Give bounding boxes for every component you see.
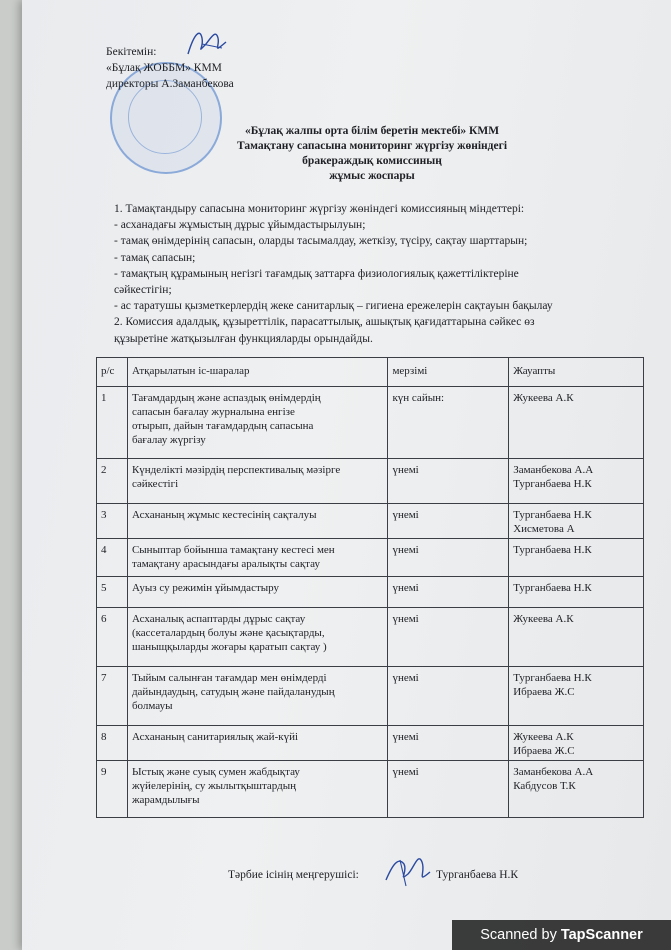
approval-block [106, 44, 234, 92]
row-term: күн сайын: [388, 387, 509, 459]
title-line: Тамақтану сапасына мониторинг жүргізу жөніндегі [236, 140, 508, 152]
row-action: Ыстық және суық сумен жабдықтау жүйелерінің, су жылытқыштардың жарамдылығы [127, 761, 387, 818]
table-row [97, 667, 644, 726]
body-line: - тамақ өнімдерінің сапасын, оларды тасымалдау, жеткізу, түсіру, сақтау шарттарын; [114, 235, 528, 248]
row-responsible: Жукеева А.К Ибраева Ж.С [509, 726, 644, 761]
row-action: Ауыз су режимін ұйымдастыру [127, 577, 387, 608]
row-term: үнемі [388, 667, 509, 726]
document-title [142, 124, 602, 184]
row-term: үнемі [388, 608, 509, 667]
row-responsible: Жукеева А.К [509, 387, 644, 459]
row-action: Тағамдардың және аспаздық өнімдердің сапасын бағалау журналына енгізе отырып, дайын тағамдардың сапасына бағалау жүргізу [127, 387, 387, 459]
row-responsible: Жукеева А.К [509, 608, 644, 667]
row-action: Асхананың санитариялық жай-күйі [127, 726, 387, 761]
row-number: 7 [97, 667, 128, 726]
row-term: үнемі [388, 726, 509, 761]
commission-tasks [114, 201, 644, 347]
document-sheet [22, 0, 671, 950]
table-row [97, 504, 644, 539]
row-responsible: Заманбекова А.А Турганбаева Н.К [509, 459, 644, 504]
table-row [97, 577, 644, 608]
row-responsible: Турганбаева Н.К [509, 577, 644, 608]
row-action: Асханалық аспаптарды дұрыс сақтау (кассеталардың болуы және қасықтарды, шаныщқыларды жоғары қаратып сақтау ) [127, 608, 387, 667]
row-number: 5 [97, 577, 128, 608]
approval-line: директоры А.Заманбекова [106, 78, 234, 90]
approval-line: Бекітемін: [106, 46, 157, 58]
table-header-row [97, 358, 644, 387]
row-term: үнемі [388, 577, 509, 608]
watermark-brand: TapScanner [560, 927, 643, 943]
table-row [97, 761, 644, 818]
table-row [97, 387, 644, 459]
header-responsible: Жауапты [509, 358, 644, 387]
row-term: үнемі [388, 539, 509, 577]
header-action: Атқарылатын іс-шаралар [127, 358, 387, 387]
approval-line: «Бұлақ ЖОББМ» КММ [106, 62, 222, 74]
body-line: - асханадағы жұмыстың дұрыс ұйымдастырылуын; [114, 219, 366, 232]
title-line: бракераждық комиссиның [302, 155, 442, 167]
title-line: «Бұлақ жалпы орта білім беретін мектебі» КММ [244, 125, 500, 137]
head-signature [382, 846, 434, 890]
body-line: - ас таратушы қызметкерлердің жеке санитарлық – гигиена ережелерін сақтауын бақылау [114, 300, 553, 313]
row-action: Күнделікті мәзірдің перспективалық мәзірге сәйкестігі [127, 459, 387, 504]
scanner-watermark [452, 920, 671, 950]
row-responsible: Заманбекова А.А Кабдусов Т.К [509, 761, 644, 818]
table-row [97, 608, 644, 667]
row-responsible: Турганбаева Н.К Хисметова А [509, 504, 644, 539]
row-number: 6 [97, 608, 128, 667]
table-row [97, 459, 644, 504]
row-number: 2 [97, 459, 128, 504]
row-action: Сыныптар бойынша тамақтану кестесі мен тамақтану арасындағы аралықты сақтау [127, 539, 387, 577]
row-number: 1 [97, 387, 128, 459]
title-line: жұмыс жоспары [329, 170, 415, 182]
row-number: 9 [97, 761, 128, 818]
body-line: 2. Комиссия адалдық, құзыреттілік, парасаттылық, ашықтық қағидаттарына сәйкес өз [114, 316, 535, 329]
watermark-prefix: Scanned by [480, 927, 557, 943]
row-number: 8 [97, 726, 128, 761]
row-number: 3 [97, 504, 128, 539]
row-action: Тыйым салынған тағамдар мен өнімдерді дайындаудың, сатудың және пайдаланудың болмауы [127, 667, 387, 726]
body-line: құзыретіне жатқызылған функцияларды орындайды. [114, 332, 373, 345]
row-responsible: Турганбаева Н.К [509, 539, 644, 577]
row-term: үнемі [388, 761, 509, 818]
row-action: Асхананың жұмыс кестесінің сақталуы [127, 504, 387, 539]
work-plan-table [96, 357, 644, 818]
body-line: - тамақтың құрамының негізгі тағамдық заттарға физиологиялық қажеттіліктеріне [114, 267, 519, 280]
row-term: үнемі [388, 504, 509, 539]
header-term: мерзімі [388, 358, 509, 387]
header-number: р/с [97, 358, 128, 387]
row-number: 4 [97, 539, 128, 577]
table-row [97, 539, 644, 577]
footer-name: Турганбаева Н.К [436, 869, 519, 881]
row-term: үнемі [388, 459, 509, 504]
body-line: 1. Тамақтандыру сапасына мониторинг жүргізу жөніндегі комиссияның міндеттері: [114, 203, 525, 215]
table-row [97, 726, 644, 761]
body-line: сәйкестігін; [114, 284, 172, 297]
body-line: - тамақ сапасын; [114, 251, 196, 264]
footer-position: Тәрбие ісінің меңгерушісі: [228, 869, 359, 881]
row-responsible: Турганбаева Н.К Ибраева Ж.С [509, 667, 644, 726]
